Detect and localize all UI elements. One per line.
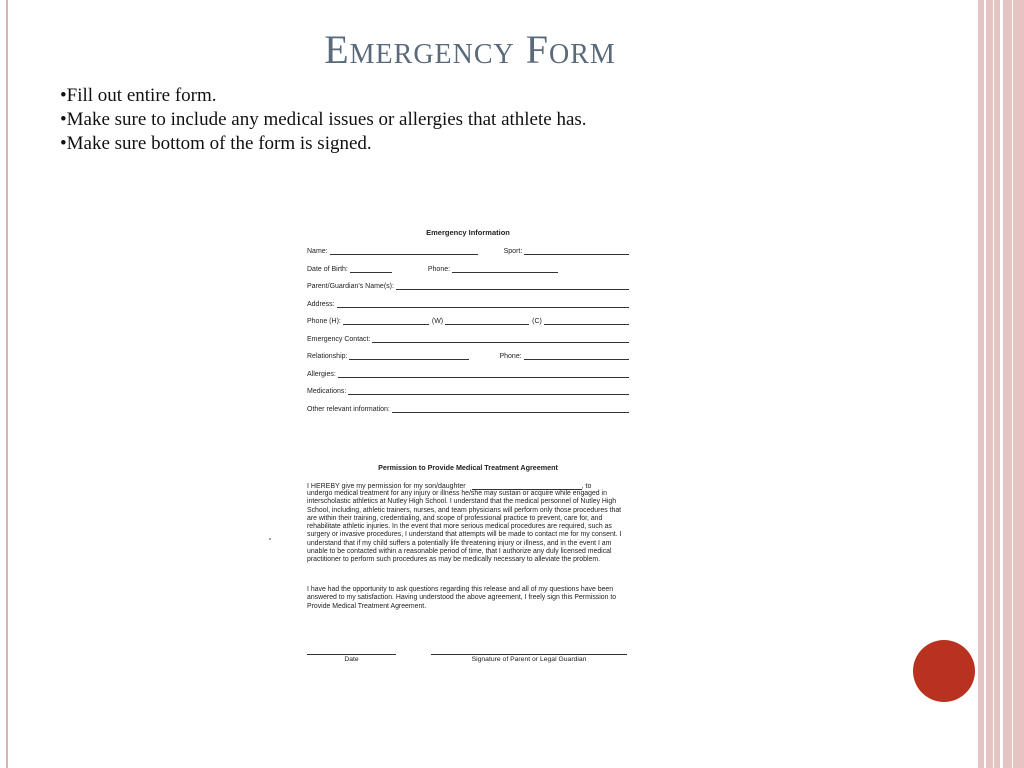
agreement-intro: I HEREBY give my permission for my son/daughter <box>307 483 466 490</box>
relationship-label: Relationship: <box>307 353 348 360</box>
agreement-to: , to <box>581 483 592 490</box>
guardian-label: Parent/Guardian's Name(s): <box>307 283 394 290</box>
relationship-row <box>307 349 629 360</box>
sport-label: Sport: <box>503 248 523 255</box>
relationship-blank <box>349 351 469 360</box>
phone-label: Phone: <box>427 266 451 273</box>
phone-home-blank <box>343 316 429 325</box>
slide-frame-left-line <box>6 0 8 768</box>
instruction-item: •Make sure to include any medical issues or allergies that athlete has. <box>60 109 587 130</box>
phone-cell-blank <box>544 316 629 325</box>
phones-row <box>307 314 629 325</box>
address-label: Address: <box>307 301 335 308</box>
agreement-heading: Permission to Provide Medical Treatment Agreement <box>378 463 558 472</box>
medications-blank <box>348 386 629 395</box>
relationship-phone-blank <box>524 351 629 360</box>
phone-work-blank <box>445 316 529 325</box>
other-info-row <box>307 402 629 413</box>
accent-circle <box>913 640 975 702</box>
emergency-form-image <box>300 222 636 674</box>
sport-blank <box>524 246 629 255</box>
instruction-item: •Fill out entire form. <box>60 85 217 106</box>
guardian-row <box>307 279 629 290</box>
dob-label: Date of Birth: <box>307 266 348 273</box>
name-label: Name: <box>307 248 328 255</box>
medications-label: Medications: <box>307 388 347 395</box>
phone-home-label: Phone (H): <box>307 318 341 325</box>
slide-frame-right-stripe <box>993 0 994 768</box>
emergency-contact-label: Emergency Contact: <box>307 336 371 343</box>
name-row <box>307 244 629 255</box>
form-heading: Emergency Information <box>426 228 510 237</box>
name-blank <box>330 246 478 255</box>
slide-frame-right-stripe <box>1000 0 1003 768</box>
allergies-label: Allergies: <box>307 371 336 378</box>
address-row <box>307 297 629 308</box>
other-info-label: Other relevant information: <box>307 406 390 413</box>
allergies-row <box>307 367 629 378</box>
phone-work-label: (W) <box>431 318 444 325</box>
relationship-phone-label: Phone: <box>499 353 522 360</box>
agreement-body: undergo medical treatment for any injury or illness he/she may sustain or acquire while engaged in interscholastic athletics at Nutley High School. I understand that the medical personnel of Nutley High School, including, athletic trainers, nurses, and team physicians will perform only those procedures that are within their training, credentialing, and scope of professional practice to prevent, care for, and rehabilitate athletic injuries. In the event that more serious medical procedures are required, such as surgery or invasive procedures, I understand that attempts will be made to contact me for my consent. I understand that if my child suffers a potentially life threatening injury or illness, and in the event I am unable to be contacted within a reasonable period of time, that I authorize any duly licensed medical practitioner to perform such procedures as may be medically necessary to alleviate the problem. <box>307 490 622 564</box>
emergency-contact-row <box>307 332 629 343</box>
other-info-blank <box>392 404 629 413</box>
instruction-list <box>60 84 587 156</box>
dob-blank <box>350 264 392 273</box>
medications-row <box>307 384 629 395</box>
agreement-closing: I have had the opportunity to ask questions regarding this release and all of my questions have been answered to my satisfaction. Having understood the above agreement, I freely sign this Permission to Provide Medical Treatment Agreement. <box>307 586 617 610</box>
date-label: Date <box>344 656 359 663</box>
emergency-contact-blank <box>372 334 629 343</box>
slide-frame-right-stripe <box>984 0 986 768</box>
slide-frame-right-stripe <box>1012 0 1013 768</box>
signature-label: Signature of Parent or Legal Guardian <box>471 656 587 663</box>
student-name-blank <box>472 481 582 490</box>
agreement-intro-row <box>307 479 629 490</box>
signature-line <box>431 654 627 655</box>
scan-speck <box>269 538 271 540</box>
allergies-blank <box>338 369 629 378</box>
dob-row <box>307 262 629 273</box>
guardian-blank <box>396 281 629 290</box>
address-blank <box>337 299 629 308</box>
phone-cell-label: (C) <box>532 318 542 325</box>
instruction-item: •Make sure bottom of the form is signed. <box>60 133 372 154</box>
date-line <box>307 654 396 655</box>
phone-blank <box>452 264 558 273</box>
slide-title: Emergency Form <box>324 27 616 72</box>
